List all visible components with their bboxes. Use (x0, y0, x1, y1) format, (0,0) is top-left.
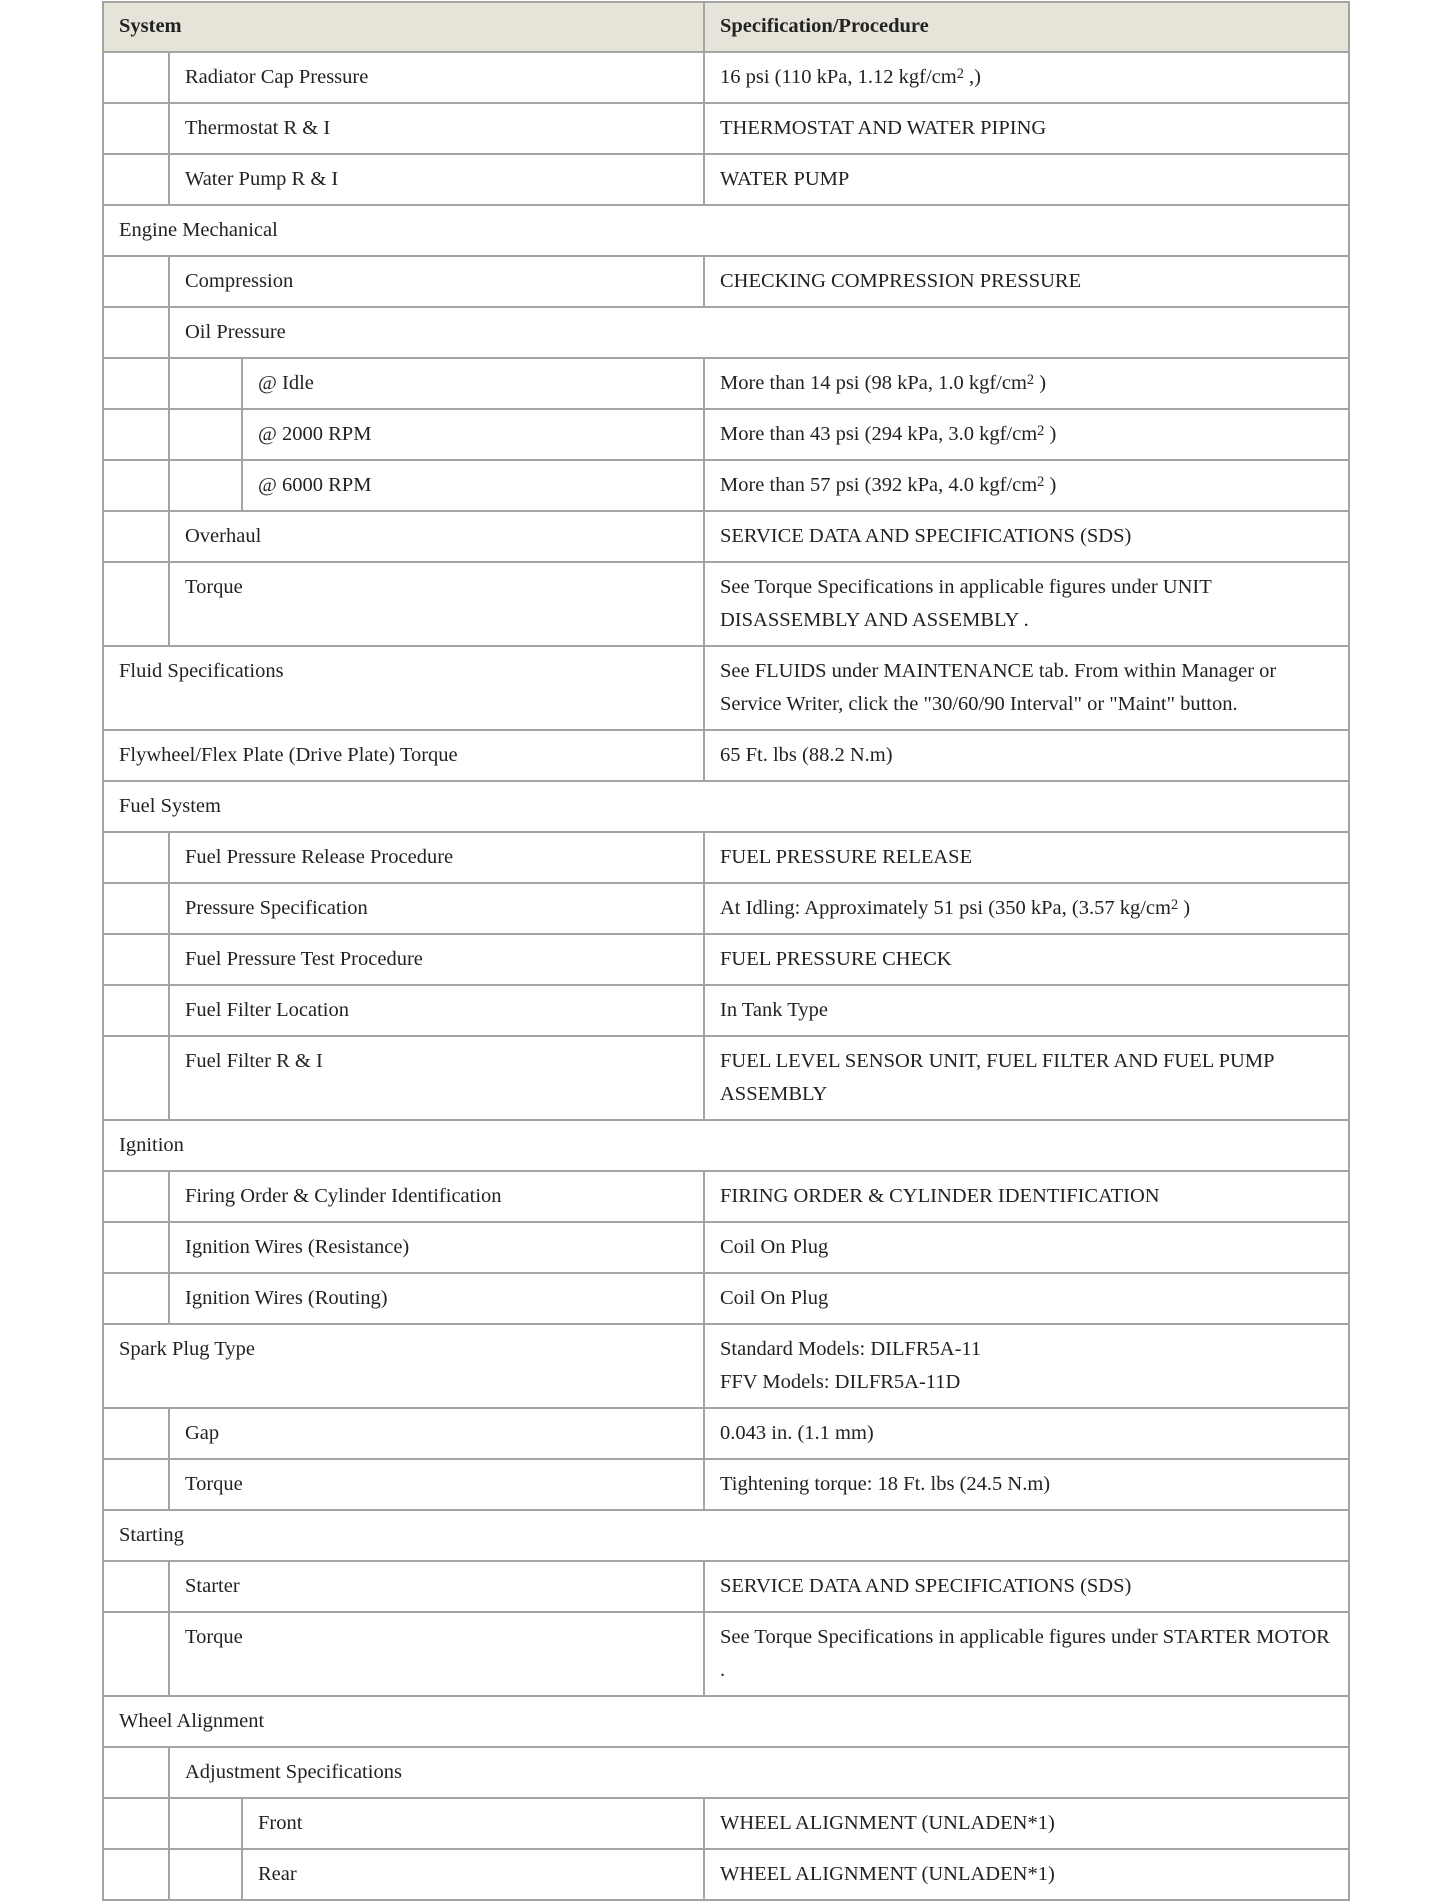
indent-cell (103, 985, 169, 1036)
spec-value (704, 730, 1349, 781)
system-label: @ Idle (242, 358, 704, 409)
table-row (103, 1222, 1349, 1273)
table-row (103, 511, 1349, 562)
system-label: Firing Order & Cylinder Identification (169, 1171, 704, 1222)
table-row (103, 1696, 1349, 1747)
spec-text-line2: FFV Models: DILFR5A-11D (720, 1371, 961, 1393)
table-row (103, 52, 1349, 103)
spec-value (704, 1459, 1349, 1510)
system-label: Fluid Specifications (103, 646, 704, 730)
system-label: Ignition Wires (Routing) (169, 1273, 704, 1324)
spec-text: See FLUIDS under MAINTENANCE tab. From within Manager or Service Writer, click the "30/60/90 Interval" or "Maint" button. (720, 660, 1277, 715)
spec-text: FIRING ORDER & CYLINDER IDENTIFICATION (720, 1185, 1160, 1207)
spec-text: See Torque Specifications in applicable figures under UNIT DISASSEMBLY AND ASSEMBLY . (720, 576, 1212, 631)
spec-value (704, 154, 1349, 205)
system-label: @ 6000 RPM (242, 460, 704, 511)
spec-value (704, 1849, 1349, 1900)
indent-cell (103, 1036, 169, 1120)
spec-text: 65 Ft. lbs (88.2 N.m) (720, 744, 893, 766)
indent-cell (103, 1612, 169, 1696)
spec-value (704, 1798, 1349, 1849)
system-label: Adjustment Specifications (169, 1747, 1349, 1798)
spec-text: More than 43 psi (294 kPa, 3.0 kgf/cm (720, 423, 1038, 445)
system-label: Pressure Specification (169, 883, 704, 934)
system-label: Fuel Pressure Test Procedure (169, 934, 704, 985)
system-label: Starting (103, 1510, 1349, 1561)
indent-cell (103, 103, 169, 154)
table-row (103, 1798, 1349, 1849)
table-row (103, 1510, 1349, 1561)
spec-value (704, 562, 1349, 646)
table-row (103, 646, 1349, 730)
spec-text: FUEL PRESSURE RELEASE (720, 846, 973, 868)
indent-cell (103, 511, 169, 562)
table-row (103, 1747, 1349, 1798)
indent-cell (103, 562, 169, 646)
spec-value (704, 832, 1349, 883)
spec-text: WHEEL ALIGNMENT (UNLADEN*1) (720, 1812, 1055, 1834)
spec-text: SERVICE DATA AND SPECIFICATIONS (SDS) (720, 1575, 1132, 1597)
table-row (103, 1324, 1349, 1408)
indent-cell (103, 307, 169, 358)
system-label: Ignition Wires (Resistance) (169, 1222, 704, 1273)
superscript: 2 (1026, 371, 1035, 388)
indent-cell (169, 358, 242, 409)
table-row (103, 409, 1349, 460)
spec-text: See Torque Specifications in applicable figures under STARTER MOTOR . (720, 1626, 1330, 1681)
spec-text: THERMOSTAT AND WATER PIPING (720, 117, 1047, 139)
spec-value (704, 934, 1349, 985)
system-label: Radiator Cap Pressure (169, 52, 704, 103)
indent-cell (103, 1849, 169, 1900)
system-label: Water Pump R & I (169, 154, 704, 205)
indent-cell (169, 1798, 242, 1849)
table-row (103, 1612, 1349, 1696)
table-body (103, 52, 1349, 1900)
spec-value (704, 358, 1349, 409)
spec-text: 0.043 in. (1.1 mm) (720, 1422, 874, 1444)
system-label: Rear (242, 1849, 704, 1900)
indent-cell (103, 1222, 169, 1273)
spec-value (704, 103, 1349, 154)
table-row (103, 460, 1349, 511)
spec-value (704, 1036, 1349, 1120)
superscript: 2 (1170, 896, 1179, 913)
indent-cell (103, 1273, 169, 1324)
system-label: Compression (169, 256, 704, 307)
indent-cell (103, 883, 169, 934)
table-row (103, 256, 1349, 307)
indent-cell (103, 154, 169, 205)
system-label: Overhaul (169, 511, 704, 562)
table-row (103, 730, 1349, 781)
system-label: @ 2000 RPM (242, 409, 704, 460)
indent-cell (169, 460, 242, 511)
indent-cell (169, 409, 242, 460)
spec-text: More than 57 psi (392 kPa, 4.0 kgf/cm (720, 474, 1038, 496)
spec-value (704, 1324, 1349, 1408)
system-label: Engine Mechanical (103, 205, 1349, 256)
spec-value (704, 52, 1349, 103)
spec-value (704, 1171, 1349, 1222)
system-label: Fuel System (103, 781, 1349, 832)
spec-text-suffix: ) (1044, 474, 1057, 496)
spec-text: Standard Models: DILFR5A-11 (720, 1338, 982, 1360)
spec-text-suffix: ,) (963, 66, 981, 88)
header-specification: Specification/Procedure (704, 2, 1349, 52)
spec-text-suffix: ) (1034, 372, 1047, 394)
indent-cell (103, 1747, 169, 1798)
spec-text: Coil On Plug (720, 1287, 829, 1309)
spec-text: CHECKING COMPRESSION PRESSURE (720, 270, 1082, 292)
table-row (103, 883, 1349, 934)
table-row (103, 562, 1349, 646)
spec-table (102, 1, 1350, 1901)
table-row (103, 1171, 1349, 1222)
spec-text: Tightening torque: 18 Ft. lbs (24.5 N.m) (720, 1473, 1051, 1495)
superscript: 2 (1037, 473, 1045, 490)
spec-value (704, 1561, 1349, 1612)
table-row (103, 1036, 1349, 1120)
spec-text-suffix: ) (1044, 423, 1057, 445)
indent-cell (103, 409, 169, 460)
table-row (103, 1273, 1349, 1324)
indent-cell (103, 1798, 169, 1849)
spec-text: FUEL LEVEL SENSOR UNIT, FUEL FILTER AND FUEL PUMP ASSEMBLY (720, 1050, 1274, 1105)
table-row (103, 1561, 1349, 1612)
spec-text: WHEEL ALIGNMENT (UNLADEN*1) (720, 1863, 1055, 1885)
system-label: Front (242, 1798, 704, 1849)
table-row (103, 205, 1349, 256)
spec-value (704, 1273, 1349, 1324)
spec-text: In Tank Type (720, 999, 828, 1021)
system-label: Thermostat R & I (169, 103, 704, 154)
spec-value (704, 511, 1349, 562)
indent-cell (103, 1171, 169, 1222)
table-row (103, 934, 1349, 985)
indent-cell (103, 358, 169, 409)
spec-value (704, 646, 1349, 730)
spec-text: At Idling: Approximately 51 psi (350 kPa, (3.57 kg/cm (720, 897, 1171, 919)
table-header-row (103, 2, 1349, 52)
indent-cell (103, 832, 169, 883)
system-label: Gap (169, 1408, 704, 1459)
indent-cell (103, 52, 169, 103)
system-label: Fuel Pressure Release Procedure (169, 832, 704, 883)
system-label: Fuel Filter Location (169, 985, 704, 1036)
spec-value (704, 1408, 1349, 1459)
table-row (103, 781, 1349, 832)
indent-cell (103, 256, 169, 307)
indent-cell (103, 1408, 169, 1459)
table-row (103, 1849, 1349, 1900)
indent-cell (103, 934, 169, 985)
spec-text: FUEL PRESSURE CHECK (720, 948, 952, 970)
indent-cell (169, 1849, 242, 1900)
header-system: System (103, 2, 704, 52)
spec-value (704, 256, 1349, 307)
spec-text: SERVICE DATA AND SPECIFICATIONS (SDS) (720, 525, 1132, 547)
superscript: 2 (1037, 422, 1045, 439)
indent-cell (103, 1561, 169, 1612)
spec-value (704, 409, 1349, 460)
system-label: Torque (169, 562, 704, 646)
spec-value (704, 883, 1349, 934)
indent-cell (103, 1459, 169, 1510)
system-label: Torque (169, 1459, 704, 1510)
spec-text: More than 14 psi (98 kPa, 1.0 kgf/cm (720, 372, 1027, 394)
table-row (103, 1120, 1349, 1171)
indent-cell (103, 460, 169, 511)
table-row (103, 1408, 1349, 1459)
system-label: Torque (169, 1612, 704, 1696)
system-label: Starter (169, 1561, 704, 1612)
system-label: Flywheel/Flex Plate (Drive Plate) Torque (103, 730, 704, 781)
system-label: Oil Pressure (169, 307, 1349, 358)
system-label: Wheel Alignment (103, 1696, 1349, 1747)
system-label: Fuel Filter R & I (169, 1036, 704, 1120)
table-row (103, 1459, 1349, 1510)
table-row (103, 307, 1349, 358)
table-row (103, 154, 1349, 205)
spec-value (704, 1612, 1349, 1696)
spec-value (704, 460, 1349, 511)
system-label: Ignition (103, 1120, 1349, 1171)
spec-value (704, 1222, 1349, 1273)
table-row (103, 985, 1349, 1036)
spec-text: WATER PUMP (720, 168, 850, 190)
table-row (103, 832, 1349, 883)
spec-text-suffix: ) (1178, 897, 1191, 919)
table-row (103, 103, 1349, 154)
superscript: 2 (956, 65, 964, 82)
system-label: Spark Plug Type (103, 1324, 704, 1408)
table-row (103, 358, 1349, 409)
spec-text: 16 psi (110 kPa, 1.12 kgf/cm (720, 66, 957, 88)
spec-value (704, 985, 1349, 1036)
spec-text: Coil On Plug (720, 1236, 829, 1258)
